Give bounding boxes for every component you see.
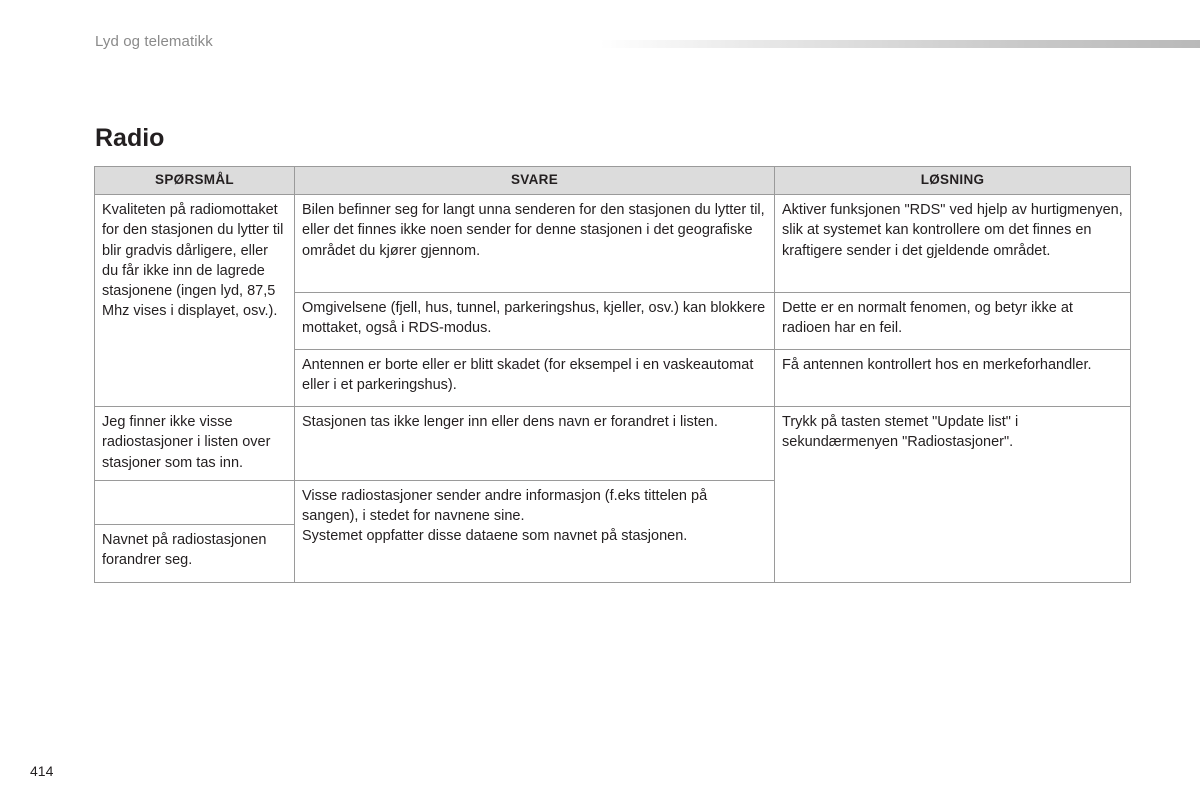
column-header-question: SPØRSMÅL — [95, 167, 295, 195]
header-decorative-bar — [600, 40, 1200, 48]
section-header-label: Lyd og telematikk — [95, 33, 213, 50]
page-number: 414 — [30, 763, 54, 779]
answer-cell: Stasjonen tas ikke lenger inn eller dens navn er forandret i listen. — [295, 407, 775, 481]
answer-cell: Bilen befinner seg for langt unna senderen for den stasjonen du lytter til, eller det finnes ikke noen sender for denne stasjonen i det geografiske området du kjører gjennom. — [295, 195, 775, 293]
solution-cell: Aktiver funksjonen "RDS" ved hjelp av hurtigmenyen, slik at systemet kan kontrollere om det finnes en kraftigere sender i det gjeldende området. — [775, 195, 1131, 293]
answer-cell — [295, 480, 775, 582]
solution-cell: Få antennen kontrollert hos en merkeforhandler. — [775, 350, 1131, 407]
column-header-solution: LØSNING — [775, 167, 1131, 195]
answer-cell: Antennen er borte eller er blitt skadet (for eksempel i en vaskeautomat eller i et parkeringshus). — [295, 350, 775, 407]
answer-line: Visse radiostasjoner sender andre informasjon (f.eks tittelen på sangen), i stedet for navnene sine. — [302, 487, 708, 525]
page-title: Radio — [95, 124, 165, 152]
solution-cell: Trykk på tasten stemet "Update list" i sekundærmenyen "Radiostasjoner". — [775, 407, 1131, 583]
table-row — [95, 407, 1131, 481]
table-row — [95, 195, 1131, 293]
table-header-row — [95, 167, 1131, 195]
question-cell: Jeg finner ikke visse radiostasjoner i listen over stasjoner som tas inn. — [95, 407, 295, 481]
solution-cell: Dette er en normalt fenomen, og betyr ikke at radioen har en feil. — [775, 293, 1131, 350]
troubleshooting-table — [94, 166, 1131, 583]
question-cell: Kvaliteten på radiomottaket for den stasjonen du lytter til blir gradvis dårligere, eller du får ikke inn de lagrede stasjonene (ingen lyd, 87,5 Mhz vises i displayet, osv.). — [95, 195, 295, 407]
question-spacer-cell — [95, 480, 295, 524]
question-cell: Navnet på radiostasjonen forandrer seg. — [95, 524, 295, 582]
column-header-answer: SVARE — [295, 167, 775, 195]
answer-line: Systemet oppfatter disse dataene som navnet på stasjonen. — [302, 528, 688, 545]
answer-cell: Omgivelsene (fjell, hus, tunnel, parkeringshus, kjeller, osv.) kan blokkere mottaket, også i RDS-modus. — [295, 293, 775, 350]
